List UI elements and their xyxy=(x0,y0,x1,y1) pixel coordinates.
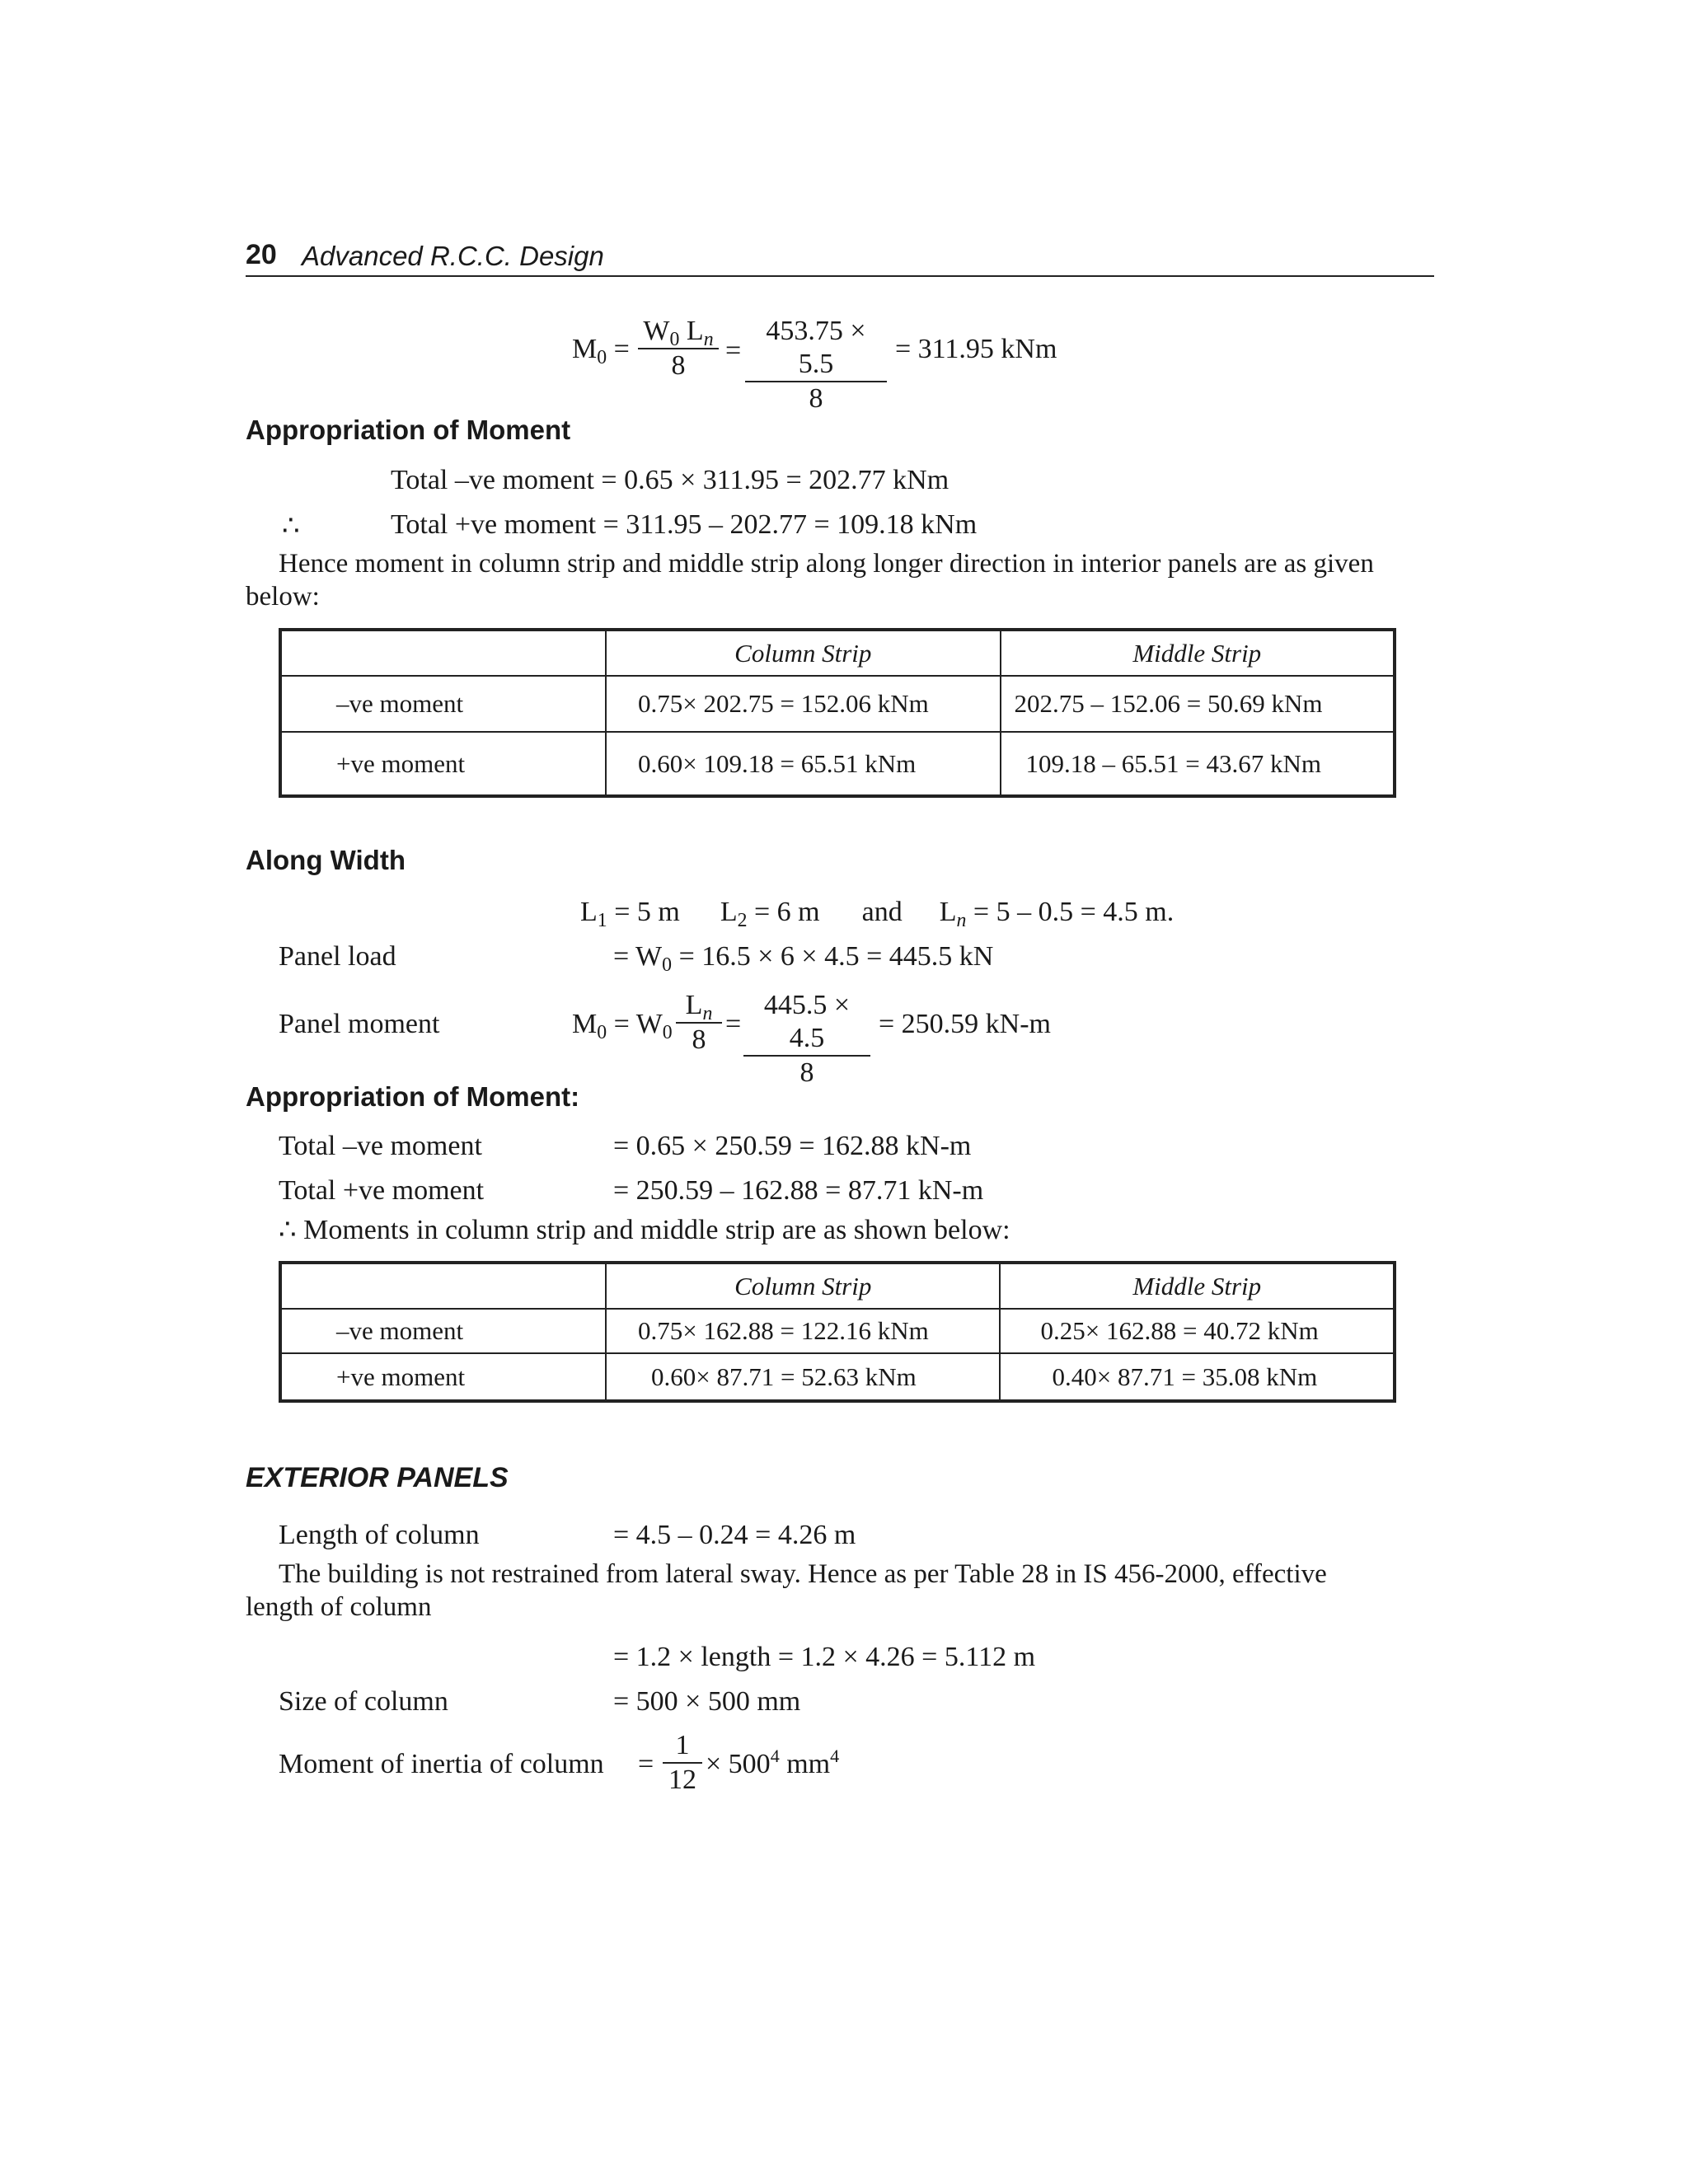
table-cell: 0.25× 162.88 = 40.72 kNm xyxy=(1000,1309,1395,1353)
table-row xyxy=(280,1353,1395,1401)
table-header-row xyxy=(280,630,1395,676)
table-header-cell: Middle Strip xyxy=(1001,630,1395,676)
heading-appropriation-of-moment-width: Appropriation of Moment: xyxy=(246,1081,580,1112)
moments-note: ∴ Moments in column strip and middle strip are as shown below: xyxy=(279,1215,1010,1245)
table-cell: 0.75× 162.88 = 122.16 kNm xyxy=(606,1309,1000,1353)
length-of-column-value: = 4.5 – 0.24 = 4.26 m xyxy=(613,1520,856,1550)
heading-along-width: Along Width xyxy=(246,845,406,875)
page-number: 20 xyxy=(246,239,277,270)
pm-frac-numeric: $\frac{445.5 \times 4.5}{8}$ xyxy=(743,989,870,1090)
paragraph-line: length of column xyxy=(246,1592,432,1622)
moi-frac-1-over-12: $\frac{1}{12}$ xyxy=(663,1729,702,1797)
total-positive-moment-line: Total +ve moment = 311.95 – 202.77 = 109.18 kNm xyxy=(391,509,978,540)
total-positive-moment-value: = 250.59 – 162.88 = 87.71 kN-m xyxy=(613,1175,984,1206)
table-header-cell xyxy=(280,1263,606,1309)
panel-moment-label: Panel moment xyxy=(279,1009,440,1039)
table-header-cell: Column Strip xyxy=(606,630,1000,676)
heading-appropriation-of-moment: Appropriation of Moment xyxy=(246,415,571,445)
table-row xyxy=(280,732,1395,796)
eq-frac-numeric: $\frac{453.75 \times 5.5}{8}$ xyxy=(745,315,887,415)
table-cell: 0.60× 87.71 = 52.63 kNm xyxy=(606,1353,1000,1401)
table-cell: 202.75 – 152.06 = 50.69 kNm xyxy=(1001,676,1395,732)
table-cell: +ve moment xyxy=(280,732,606,796)
paragraph-line: Hence moment in column strip and middle strip along longer direction in interior panels are as given xyxy=(279,549,1374,579)
panel-load-label: Panel load xyxy=(279,941,396,972)
header-rule xyxy=(246,275,1434,277)
total-negative-moment-label: Total –ve moment xyxy=(279,1131,482,1161)
table-row xyxy=(280,1309,1395,1353)
table-cell: 0.40× 87.71 = 35.08 kNm xyxy=(1000,1353,1395,1401)
pm-equals: = xyxy=(725,1009,742,1039)
pm-lhs: $M_0 = W_0$ xyxy=(572,1009,673,1044)
table-cell: +ve moment xyxy=(280,1353,606,1401)
moi-equals: = xyxy=(638,1749,654,1779)
table-header-cell: Column Strip xyxy=(606,1263,1000,1309)
table-cell: –ve moment xyxy=(280,676,606,732)
moi-expression: × $500^4$ $mm^4$ xyxy=(706,1745,840,1779)
table-cell: 0.60× 109.18 = 65.51 kNm xyxy=(606,732,1000,796)
eq-frac-w0ln-over-8: $\frac{W_0 L_n}{8}$ xyxy=(638,315,719,382)
total-negative-moment-value: = 0.65 × 250.59 = 162.88 kN-m xyxy=(613,1131,972,1161)
eq-equals: = xyxy=(725,335,742,366)
heading-exterior-panels: EXTERIOR PANELS xyxy=(246,1462,509,1493)
eq-lhs: $M_0$ = xyxy=(572,334,630,369)
table-header-row xyxy=(280,1263,1395,1309)
pm-frac-ln-over-8: $\frac{L_n}{8}$ xyxy=(676,989,722,1057)
total-positive-moment-label: Total +ve moment xyxy=(279,1175,485,1206)
table-row xyxy=(280,676,1395,732)
size-of-column-label: Size of column xyxy=(279,1686,448,1717)
table-cell: –ve moment xyxy=(280,1309,606,1353)
panel-load-value: = $W_0 = 16.5 \times 6 \times 4.5 = 445.5$ kN xyxy=(613,941,994,977)
total-negative-moment-line: Total –ve moment = 0.65 × 311.95 = 202.77 kNm xyxy=(391,465,950,495)
running-header-title: Advanced R.C.C. Design xyxy=(302,241,604,271)
table-cell: 109.18 – 65.51 = 43.67 kNm xyxy=(1001,732,1395,796)
size-of-column-value: = 500 × 500 mm xyxy=(613,1686,801,1717)
effective-length-value: = 1.2 × length = 1.2 × 4.26 = 5.112 m xyxy=(613,1642,1036,1672)
therefore-symbol: ∴ xyxy=(282,511,300,541)
length-of-column-label: Length of column xyxy=(279,1520,480,1550)
span-definitions: $L_1 = 5$ m $L_2 = 6$ m and $L_n = 5 - 0.5 = 4.5$ m. xyxy=(580,897,1175,932)
paragraph-line: below: xyxy=(246,582,320,612)
moment-table-width xyxy=(279,1261,1396,1403)
pm-result: = 250.59 kN-m xyxy=(879,1009,1051,1039)
moment-table-longer-direction xyxy=(279,628,1396,798)
moment-of-inertia-label: Moment of inertia of column xyxy=(279,1749,604,1779)
table-header-cell: Middle Strip xyxy=(1000,1263,1395,1309)
table-header-cell xyxy=(280,630,606,676)
eq-result: = 311.95 kNm xyxy=(895,334,1057,364)
paragraph-line: The building is not restrained from lateral sway. Hence as per Table 28 in IS 456-2000, effective xyxy=(279,1559,1327,1589)
table-cell: 0.75× 202.75 = 152.06 kNm xyxy=(606,676,1000,732)
